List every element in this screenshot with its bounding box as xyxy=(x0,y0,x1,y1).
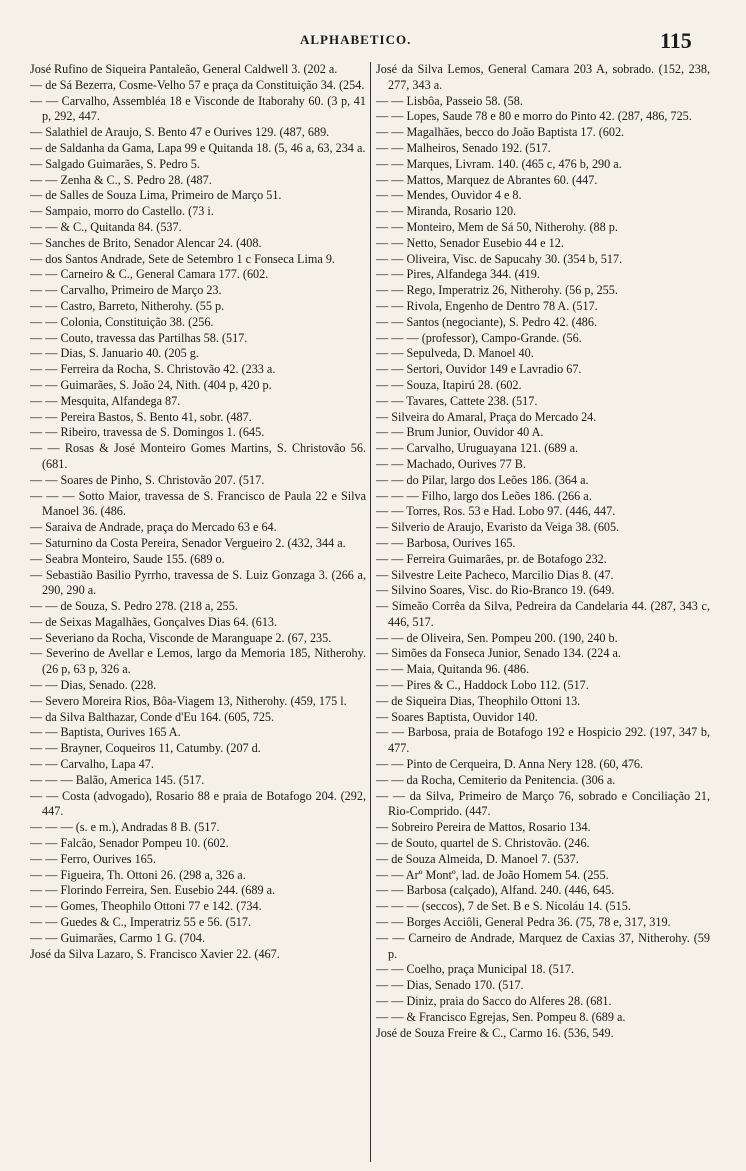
directory-entry: — — Arº Montº, lad. de João Homem 54. (255. xyxy=(376,867,609,882)
directory-entry: — — Florindo Ferreira, Sen. Eusebio 244. (689 a. xyxy=(30,883,276,898)
directory-entry: José Rufino de Siqueira Pantaleão, General Caldwell 3. (202 a. xyxy=(30,62,338,76)
directory-entry: — — Carvalho, Assembléa 18 e Visconde de Itaborahy 60. (3 p, 41 p, 292, 447. xyxy=(30,93,366,124)
directory-entry: — de Souto, quartel de S. Christovão. (246. xyxy=(376,836,590,851)
directory-entry: — — — Filho, largo dos Leões 186. (266 a. xyxy=(376,488,592,503)
directory-entry: — Sebastião Basilio Pyrrho, travessa de S. Luiz Gonzaga 3. (266 a, 290, 290 a. xyxy=(30,567,366,598)
directory-entry: — Salgado Guimarães, S. Pedro 5. xyxy=(30,156,200,171)
directory-entry: — — Colonia, Constituição 38. (256. xyxy=(30,314,214,329)
directory-entry: — — Guedes & C., Imperatriz 55 e 56. (517. xyxy=(30,915,252,930)
directory-entry: — Silvino Soares, Visc. do Rio-Branco 19. (649. xyxy=(376,583,615,598)
directory-entry: — — da Rocha, Cemiterio da Penitencia. (306 a. xyxy=(376,772,616,787)
directory-entry: — da Silva Balthazar, Conde d'Eu 164. (605, 725. xyxy=(30,709,275,724)
directory-entry: — — Barbosa, Ourives 165. xyxy=(376,535,516,550)
directory-entry: — de Siqueira Dias, Theophilo Ottoni 13. xyxy=(376,693,581,708)
directory-entry: — — Costa (advogado), Rosario 88 e praia de Botafogo 204. (292, 447. xyxy=(30,788,366,819)
directory-entry: — — Mesquita, Alfandega 87. xyxy=(30,393,181,408)
directory-entry: — — Ferro, Ourives 165. xyxy=(30,851,156,866)
directory-entry: — — — Sotto Maior, travessa de S. Francisco de Paula 22 e Silva Manoel 36. (486. xyxy=(30,488,366,519)
directory-entry: — Simões da Fonseca Junior, Senado 134. (224 a. xyxy=(376,646,621,661)
directory-entry: José da Silva Lemos, General Camara 203 A, sobrado. (152, 238, 277, 343 a. xyxy=(376,62,710,92)
directory-entry: — — Guimarães, S. João 24, Nith. (404 p, 420 p. xyxy=(30,377,272,392)
directory-entry: — Salathiel de Araujo, S. Bento 47 e Ourives 129. (487, 689. xyxy=(30,125,330,140)
directory-entry: — — Rivola, Engenho de Dentro 78 A. (517. xyxy=(376,298,598,313)
directory-entry: — — de Souza, S. Pedro 278. (218 a, 255. xyxy=(30,599,238,614)
directory-entry: — Severino de Avellar e Lemos, largo da Memoria 185, Nitherohy. (26 p, 63 p, 326 a. xyxy=(30,646,366,677)
directory-entry: — — Carneiro & C., General Camara 177. (602. xyxy=(30,267,269,282)
directory-entry: — — Monteiro, Mem de Sá 50, Nitherohy. (88 p. xyxy=(376,219,618,234)
directory-entry: — de Souza Almeida, D. Manoel 7. (537. xyxy=(376,851,579,866)
directory-entry: — Saturnino da Costa Pereira, Senador Vergueiro 2. (432, 344 a. xyxy=(30,535,346,550)
directory-entry: — — Machado, Ourives 77 B. xyxy=(376,456,526,471)
directory-entry: — — & C., Quitanda 84. (537. xyxy=(30,219,182,234)
directory-entry: — — Barbosa (calçado), Alfand. 240. (446, 645. xyxy=(376,883,615,898)
directory-entry: — Saraiva de Andrade, praça do Mercado 63 e 64. xyxy=(30,520,277,535)
directory-entry: — — Ferreira Guimarães, pr. de Botafogo 232. xyxy=(376,551,607,566)
directory-entry: — de Seixas Magalhães, Gonçalves Dias 64. (613. xyxy=(30,614,278,629)
directory-entry: — — Pinto de Cerqueira, D. Anna Nery 128. (60, 476. xyxy=(376,757,644,772)
directory-entry: — — Maia, Quitanda 96. (486. xyxy=(376,662,529,677)
directory-entry: — de Sá Bezerra, Cosme-Velho 57 e praça da Constituição 34. (254. xyxy=(30,77,365,92)
directory-entry: — Sampaio, morro do Castello. (73 i. xyxy=(30,204,214,219)
directory-entry: — — — (professor), Campo-Grande. (56. xyxy=(376,330,582,345)
directory-entry: — — Marques, Livram. 140. (465 c, 476 b, 290 a. xyxy=(376,156,622,171)
directory-entry: — — & Francisco Egrejas, Sen. Pompeu 8. (689 a. xyxy=(376,1009,626,1024)
directory-entry: — — Baptista, Ourives 165 A. xyxy=(30,725,181,740)
directory-entry: — — Pires, Alfandega 344. (419. xyxy=(376,267,540,282)
directory-entry: — — Torres, Ros. 53 e Had. Lobo 97. (446, 447. xyxy=(376,504,616,519)
directory-entry: — — Souza, Itapirú 28. (602. xyxy=(376,377,522,392)
running-title: ALPHABETICO. xyxy=(300,32,412,47)
directory-entry: — — — Balão, America 145. (517. xyxy=(30,772,205,787)
directory-entry: — — — (seccos), 7 de Set. B e S. Nicoláu 14. (515. xyxy=(376,899,631,914)
directory-entry: — — Borges Acciôli, General Pedra 36. (75, 78 e, 317, 319. xyxy=(376,915,671,930)
directory-entry: — — Malheiros, Senado 192. (517. xyxy=(376,140,551,155)
directory-entry: — — Dias, S. Januario 40. (205 g. xyxy=(30,346,199,361)
directory-entry: — — Carvalho, Primeiro de Março 23. xyxy=(30,283,222,298)
directory-entry: — — Tavares, Cattete 238. (517. xyxy=(376,393,538,408)
directory-entry: — Severo Moreira Rios, Bôa-Viagem 13, Nitherohy. (459, 175 l. xyxy=(30,693,347,708)
directory-entry: — — Figueira, Th. Ottoni 26. (298 a, 326 a. xyxy=(30,867,246,882)
directory-entry: — — do Pilar, largo dos Leões 186. (364 a. xyxy=(376,472,589,487)
directory-entry: — — Falcão, Senador Pompeu 10. (602. xyxy=(30,836,229,851)
page-header xyxy=(0,28,746,58)
directory-entry: José da Silva Lazaro, S. Francisco Xavier 22. (467. xyxy=(30,946,280,961)
directory-entry: — — Mattos, Marquez de Abrantes 60. (447. xyxy=(376,172,598,187)
directory-entry: — — Rosas & José Monteiro Gomes Martins, S. Christovão 56. (681. xyxy=(30,441,366,471)
directory-entry: — — Barbosa, praia de Botafogo 192 e Hospicio 292. (197, 347 b, 477. xyxy=(376,725,710,756)
directory-entry: — — Pereira Bastos, S. Bento 41, sobr. (487. xyxy=(30,409,252,424)
directory-entry: — Silvestre Leite Pacheco, Marcilio Dias 8. (47. xyxy=(376,567,614,582)
directory-entry: — Simeão Corrêa da Silva, Pedreira da Candelaria 44. (287, 343 c, 446, 517. xyxy=(376,599,710,629)
directory-entry: — Sanches de Brito, Senador Alencar 24. (408. xyxy=(30,235,262,250)
page-number: 115 xyxy=(660,28,692,53)
directory-entry: — — Castro, Barreto, Nitherohy. (55 p. xyxy=(30,298,225,313)
directory-entry: — — Couto, travessa das Partilhas 58. (517. xyxy=(30,330,248,345)
directory-entry: — — Santos (negociante), S. Pedro 42. (486. xyxy=(376,314,598,329)
directory-entry: — — Soares de Pinho, S. Christovão 207. (517. xyxy=(30,472,265,487)
directory-entry: — Soares Baptista, Ouvidor 140. xyxy=(376,709,538,724)
directory-entry: — — Ribeiro, travessa de S. Domingos 1. (645. xyxy=(30,425,265,440)
directory-entry: — — Dias, Senado. (228. xyxy=(30,678,157,693)
directory-entry: — Silverio de Araujo, Evaristo da Veiga 38. (605. xyxy=(376,520,620,535)
directory-entry: — dos Santos Andrade, Sete de Setembro 1 c Fonseca Lima 9. xyxy=(30,251,335,266)
directory-entry: — — Oliveira, Visc. de Sapucahy 30. (354 b, 517. xyxy=(376,251,623,266)
directory-entry: — — Carvalho, Lapa 47. xyxy=(30,757,154,772)
directory-entry: — — Diniz, praia do Sacco do Alferes 28. (681. xyxy=(376,994,612,1009)
directory-entry: José de Souza Freire & C., Carmo 16. (536, 549. xyxy=(376,1025,614,1040)
directory-entry: — de Saldanha da Gama, Lapa 99 e Quitanda 18. (5, 46 a, 63, 234 a. xyxy=(30,140,366,155)
directory-entry: — — Zenha & C., S. Pedro 28. (487. xyxy=(30,172,212,187)
directory-entry: — — — (s. e m.), Andradas 8 B. (517. xyxy=(30,820,220,835)
directory-entry: — — Mendes, Ouvidor 4 e 8. xyxy=(376,188,522,203)
directory-entry: — Silveira do Amaral, Praça do Mercado 24. xyxy=(376,409,597,424)
directory-entry: — — da Silva, Primeiro de Março 76, sobrado e Conciliação 21, Rio-Comprido. (447. xyxy=(376,788,710,819)
directory-entry: — — Ferreira da Rocha, S. Christovão 42. (233 a. xyxy=(30,362,276,377)
directory-entry: — — Dias, Senado 170. (517. xyxy=(376,978,524,993)
left-column xyxy=(30,62,370,1162)
directory-entry: — — Miranda, Rosario 120. xyxy=(376,204,517,219)
directory-entry: — — Carvalho, Uruguayana 121. (689 a. xyxy=(376,441,579,456)
directory-entry: — — Brum Junior, Ouvidor 40 A. xyxy=(376,425,544,440)
directory-entry: — — Netto, Senador Eusebio 44 e 12. xyxy=(376,235,564,250)
directory-entry: — de Salles de Souza Lima, Primeiro de Março 51. xyxy=(30,188,282,203)
directory-entry: — — Gomes, Theophilo Ottoni 77 e 142. (734. xyxy=(30,899,262,914)
directory-entry: — Seabra Monteiro, Saude 155. (689 o. xyxy=(30,551,225,566)
directory-entry: — — Lopes, Saude 78 e 80 e morro do Pinto 42. (287, 486, 725. xyxy=(376,109,692,124)
directory-entry: — — Sepulveda, D. Manoel 40. xyxy=(376,346,534,361)
directory-entry: — — Pires & C., Haddock Lobo 112. (517. xyxy=(376,678,589,693)
directory-entry: — — Magalhães, becco do João Baptista 17. (602. xyxy=(376,125,625,140)
directory-entry: — — Brayner, Coqueiros 11, Catumby. (207 d. xyxy=(30,741,261,756)
directory-columns xyxy=(30,62,710,1162)
directory-entry: — Severiano da Rocha, Visconde de Maranguape 2. (67, 235. xyxy=(30,630,332,645)
directory-entry: — — Sertori, Ouvidor 149 e Lavradio 67. xyxy=(376,362,582,377)
directory-entry: — — Rego, Imperatriz 26, Nitherohy. (56 p, 255. xyxy=(376,283,618,298)
directory-entry: — Sobreiro Pereira de Mattos, Rosario 134. xyxy=(376,820,591,835)
directory-entry: — — Carneiro de Andrade, Marquez de Caxias 37, Nitherohy. (59 p. xyxy=(376,930,710,961)
directory-entry: — — de Oliveira, Sen. Pompeu 200. (190, 240 b. xyxy=(376,630,618,645)
directory-entry: — — Lisbôa, Passeio 58. (58. xyxy=(376,93,523,108)
directory-entry: — — Coelho, praça Municipal 18. (517. xyxy=(376,962,575,977)
directory-entry: — — Guimarães, Carmo 1 G. (704. xyxy=(30,930,205,945)
right-column xyxy=(370,62,710,1162)
